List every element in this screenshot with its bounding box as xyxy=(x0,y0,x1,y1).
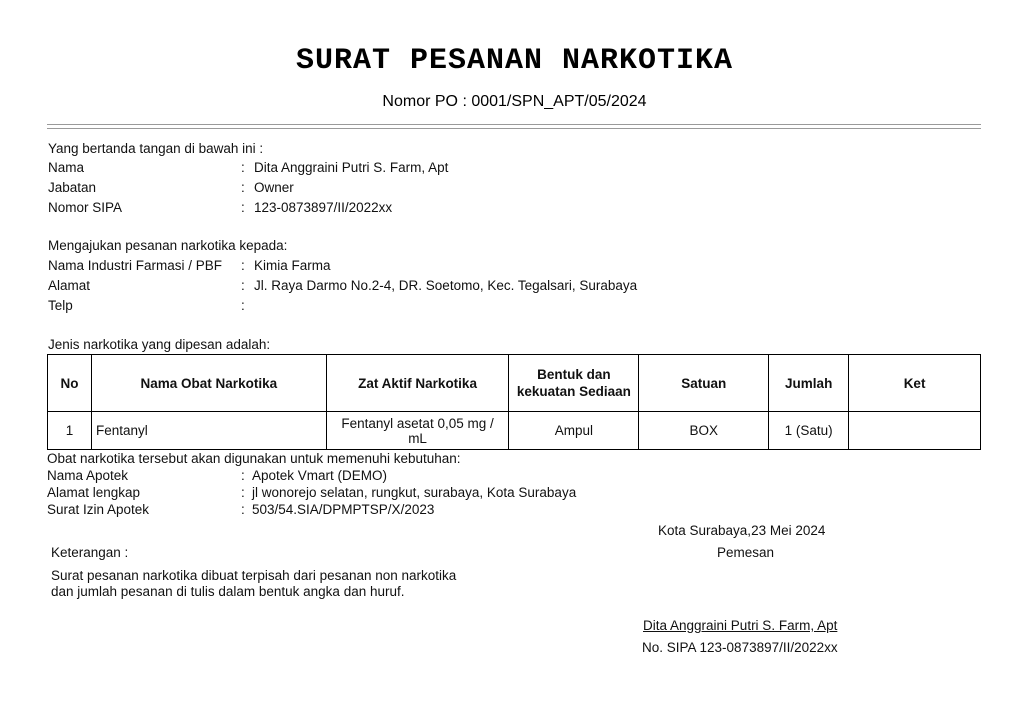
supplier-phone-label: Telp xyxy=(48,298,73,313)
column-header-dosage-form: Bentuk dan kekuatan Sediaan xyxy=(509,355,639,412)
colon: : xyxy=(241,180,245,195)
column-header-quantity: Jumlah xyxy=(769,355,849,412)
header-rule-top xyxy=(47,124,981,125)
supplier-name-value: Kimia Farma xyxy=(254,258,331,273)
table-row xyxy=(48,412,981,450)
signature-name: Dita Anggraini Putri S. Farm, Apt xyxy=(643,618,838,633)
notes-line-2: dan jumlah pesanan di tulis dalam bentuk angka dan huruf. xyxy=(51,584,405,599)
colon: : xyxy=(241,298,245,313)
order-table xyxy=(47,354,981,450)
pharmacy-name-label: Nama Apotek xyxy=(47,468,129,483)
column-header-no: No xyxy=(48,355,92,412)
document-title: SURAT PESANAN NARKOTIKA xyxy=(295,44,734,78)
pharmacy-address-value: jl wonorejo selatan, rungkut, surabaya, Kota Surabaya xyxy=(252,485,577,500)
header-rule-bottom xyxy=(47,128,981,129)
colon: : xyxy=(241,485,245,500)
signer-sipa-value: 123-0873897/II/2022xx xyxy=(254,200,393,215)
column-header-drug-name: Nama Obat Narkotika xyxy=(91,355,326,412)
cell-drug-name: Fentanyl xyxy=(91,412,326,450)
signer-name-label: Nama xyxy=(48,160,85,175)
pharmacy-license-label: Surat Izin Apotek xyxy=(47,502,150,517)
signer-position-label: Jabatan xyxy=(48,180,97,195)
colon: : xyxy=(241,258,245,273)
cell-note xyxy=(849,412,981,450)
notes-title: Keterangan : xyxy=(51,545,129,560)
signer-position-value: Owner xyxy=(254,180,294,195)
column-header-note: Ket xyxy=(849,355,981,412)
order-intro: Jenis narkotika yang dipesan adalah: xyxy=(48,337,271,352)
pharmacy-address-label: Alamat lengkap xyxy=(47,485,141,500)
cell-quantity: 1 (Satu) xyxy=(769,412,849,450)
pharmacy-license-value: 503/54.SIA/DPMPTSP/X/2023 xyxy=(252,502,435,517)
supplier-address-value: Jl. Raya Darmo No.2-4, DR. Soetomo, Kec. Tegalsari, Surabaya xyxy=(254,278,638,293)
colon: : xyxy=(241,278,245,293)
column-header-unit: Satuan xyxy=(639,355,769,412)
supplier-address-label: Alamat xyxy=(48,278,91,293)
signature-sipa: No. SIPA 123-0873897/II/2022xx xyxy=(642,640,838,655)
colon: : xyxy=(241,502,245,517)
cell-active-substance: Fentanyl asetat 0,05 mg / mL xyxy=(326,412,509,450)
cell-no: 1 xyxy=(48,412,92,450)
place-date: Kota Surabaya,23 Mei 2024 xyxy=(658,523,826,538)
table-header-row xyxy=(48,355,981,412)
cell-dosage-form: Ampul xyxy=(509,412,639,450)
supplier-intro: Mengajukan pesanan narkotika kepada: xyxy=(48,238,288,253)
pharmacy-intro: Obat narkotika tersebut akan digunakan untuk memenuhi kebutuhan: xyxy=(47,451,461,466)
colon: : xyxy=(241,160,245,175)
po-number: Nomor PO : 0001/SPN_APT/05/2024 xyxy=(382,93,647,110)
pharmacy-name-value: Apotek Vmart (DEMO) xyxy=(252,468,388,483)
signer-name-value: Dita Anggraini Putri S. Farm, Apt xyxy=(254,160,449,175)
notes-line-1: Surat pesanan narkotika dibuat terpisah dari pesanan non narkotika xyxy=(51,568,457,583)
supplier-name-label: Nama Industri Farmasi / PBF xyxy=(48,258,223,273)
colon: : xyxy=(241,200,245,215)
column-header-active-substance: Zat Aktif Narkotika xyxy=(326,355,509,412)
cell-unit: BOX xyxy=(639,412,769,450)
signer-intro: Yang bertanda tangan di bawah ini : xyxy=(48,141,264,156)
signature-role: Pemesan xyxy=(717,545,775,560)
colon: : xyxy=(241,468,245,483)
signer-sipa-label: Nomor SIPA xyxy=(48,200,123,215)
